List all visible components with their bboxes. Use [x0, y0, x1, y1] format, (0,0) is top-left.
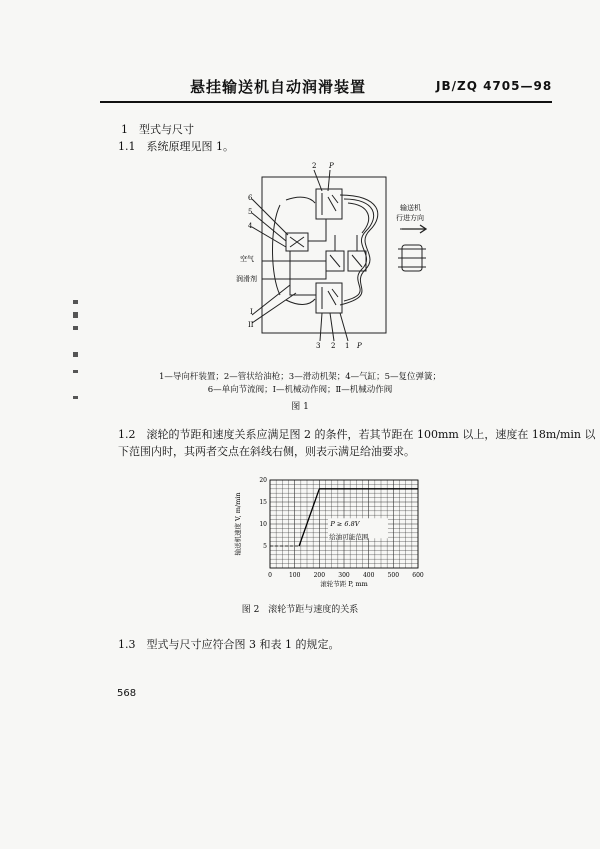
- label-4: 4: [248, 222, 253, 230]
- y-tick-label: 20: [259, 477, 267, 484]
- x-tick-label: 400: [362, 572, 375, 579]
- label-6: 6: [248, 194, 253, 202]
- annotation-condition: P ≥ 6.8V: [330, 519, 360, 528]
- label-marker-1: I: [250, 308, 253, 316]
- label-marker-2: II: [248, 321, 254, 329]
- y-tick-label: 5: [263, 543, 267, 550]
- label-lubricant: 润滑剂: [236, 275, 257, 283]
- x-tick-label: 200: [313, 572, 326, 579]
- page-number: 568: [117, 688, 137, 699]
- figure-1-caption: 图 1: [291, 402, 309, 412]
- label-top-p: P: [329, 162, 334, 170]
- x-axis-label: 滚轮节距 P, mm: [320, 580, 368, 588]
- label-5: 5: [248, 208, 253, 216]
- x-tick-label: 300: [338, 572, 350, 579]
- frame-outline: [262, 177, 386, 333]
- figure-1-legend-line-2: 6—单向节流阀；Ⅰ—机械动作阀；Ⅱ—机械动作阀: [207, 385, 393, 395]
- series-line-p-6-8v: [299, 489, 319, 546]
- section-heading: 1 型式与尺寸: [121, 123, 194, 136]
- x-tick-label: 600: [412, 572, 424, 579]
- label-bottom-p: P: [357, 342, 362, 350]
- y-tick-label: 15: [259, 499, 267, 506]
- standard-number: JB/ZQ 4705—98: [436, 79, 553, 93]
- label-bottom-3: 3: [316, 342, 321, 350]
- clause-1-3: 1.3 型式与尺寸应符合图 3 和表 1 的规定。: [118, 638, 340, 651]
- figure-1-legend-line-1: 1—导向杆装置；2—管状给油枪；3—滑动机架；4—气缸；5—复位弹簧；: [158, 372, 442, 382]
- label-bottom-1: 1: [345, 342, 350, 350]
- direction-label-1: 输送机: [400, 204, 421, 212]
- label-bottom-2: 2: [331, 342, 336, 350]
- x-tick-label: 0: [268, 572, 272, 579]
- y-axis-label: 输送机速度 V, m/min: [234, 492, 242, 556]
- figure-2-chart: [228, 472, 438, 594]
- figure-1-diagram: [230, 155, 440, 355]
- y-tick-label: 10: [259, 521, 267, 528]
- clause-1-1: 1.1 系统原理见图 1。: [118, 140, 234, 153]
- x-tick-label: 100: [288, 572, 301, 579]
- clause-1-2-line-1: 1.2 滚轮的节距和速度关系应满足图 2 的条件，若其节距在 100mm 以上，速度在 18m/min 以: [118, 428, 596, 441]
- header-rule: [100, 101, 552, 103]
- document-title: 悬挂输送机自动润滑装置: [190, 78, 367, 96]
- direction-label-2: 行进方向: [396, 214, 424, 222]
- clause-1-2-line-2: 下范围内时，其两者交点在斜线右侧，则表示满足给油要求。: [118, 445, 415, 458]
- label-air: 空气: [240, 255, 254, 263]
- figure-2-caption: 图 2 滚轮节距与速度的关系: [241, 605, 359, 615]
- x-tick-label: 500: [387, 572, 400, 579]
- annotation-range: 给油可能范围: [329, 532, 369, 541]
- label-top-2: 2: [312, 162, 317, 170]
